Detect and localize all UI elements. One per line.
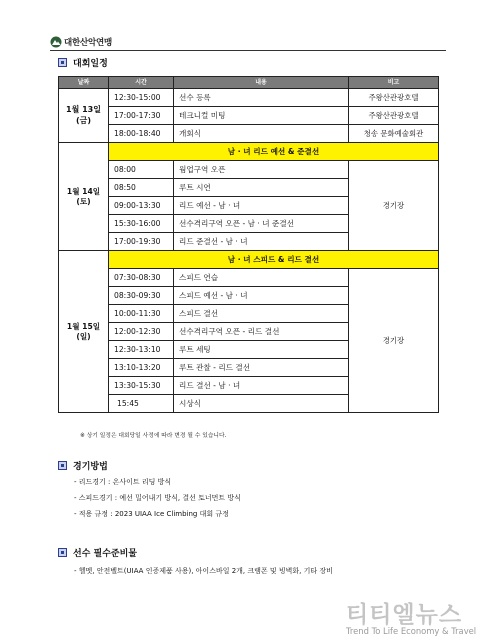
equipment-section-title: 선수 필수준비물 [73, 548, 137, 559]
section-square-icon [58, 58, 67, 67]
time-cell: 08:50 [109, 179, 174, 197]
header-divider [50, 50, 446, 51]
equipment-section-heading [58, 545, 137, 559]
content-cell: 리드 예선 - 남 · 녀 [174, 197, 349, 215]
content-cell: 루트 세팅 [174, 341, 349, 359]
weekday-day2: (토) [76, 196, 91, 206]
time-cell: 12:30-15:00 [109, 89, 174, 107]
content-cell: 웜업구역 오픈 [174, 161, 349, 179]
time-cell: 13:30-15:30 [109, 377, 174, 395]
note-cell: 주왕산관광호텔 [349, 89, 439, 107]
content-cell: 루트 관찰 - 리드 결선 [174, 359, 349, 377]
content-cell: 스피드 연습 [174, 269, 349, 287]
schedule-section-title: 대회일정 [73, 58, 108, 69]
section-square-icon [58, 548, 67, 557]
table-row [59, 125, 439, 143]
federation-logo-icon [50, 36, 62, 48]
content-cell: 리드 준결선 - 남 · 녀 [174, 233, 349, 251]
time-cell: 09:00-13:30 [109, 197, 174, 215]
content-cell: 선수격리구역 오픈 - 남 · 녀 준결선 [174, 215, 349, 233]
weekday-day3: (일) [76, 331, 91, 341]
content-cell: 루트 시연 [174, 179, 349, 197]
time-cell: 17:00-17:30 [109, 107, 174, 125]
table-row [59, 107, 439, 125]
event-banner-day3: 남 · 녀 스피드 & 리드 결선 [109, 251, 439, 269]
column-header-date: 날짜 [59, 77, 109, 89]
time-cell: 17:00-19:30 [109, 233, 174, 251]
time-cell: 15:30-16:00 [109, 215, 174, 233]
date-cell-day3 [59, 251, 109, 413]
time-cell: 12:00-12:30 [109, 323, 174, 341]
table-row [59, 251, 439, 269]
time-cell: 07:30-08:30 [109, 269, 174, 287]
content-cell: 선수격리구역 오픈 - 리드 결선 [174, 323, 349, 341]
time-cell: 08:30-09:30 [109, 287, 174, 305]
list-item: - 적용 규정 : 2023 UIAA Ice Climbing 대회 규정 [74, 510, 229, 518]
note-cell: 청송 문화예술회관 [349, 125, 439, 143]
table-header-row [59, 77, 439, 89]
time-cell: 10:00-11:30 [109, 305, 174, 323]
event-banner-day2: 남 · 녀 리드 예선 & 준결선 [109, 143, 439, 161]
document-header [50, 35, 446, 51]
watermark-title: 티티엘뉴스 [346, 602, 463, 628]
time-cell: 08:00 [109, 161, 174, 179]
time-cell: 18:00-18:40 [109, 125, 174, 143]
content-cell: 스피드 예선 - 남 · 녀 [174, 287, 349, 305]
content-cell: 시상식 [174, 395, 349, 413]
list-item: - 스피드경기 : 예선 밀어내기 방식, 결선 토너먼트 방식 [74, 494, 241, 502]
news-watermark [336, 596, 486, 640]
table-row [59, 143, 439, 161]
content-cell: 개회식 [174, 125, 349, 143]
equipment-list [74, 563, 333, 579]
content-cell: 스피드 결선 [174, 305, 349, 323]
content-cell: 테크니컬 미팅 [174, 107, 349, 125]
competition-method-list [74, 474, 241, 522]
watermark-subtitle: Trend To Life Economy & Travel [346, 626, 477, 636]
list-item: - 리드경기 : 온사이트 리딩 방식 [74, 478, 172, 486]
competition-section-title: 경기방법 [73, 461, 108, 472]
date-day3: 1월 15일 [66, 321, 101, 331]
note-cell-venue: 경기장 [349, 161, 439, 251]
column-header-note: 비고 [349, 77, 439, 89]
weekday-day1: (금) [75, 115, 92, 125]
time-cell: 15:45 [109, 395, 174, 413]
time-cell: 13:10-13:20 [109, 359, 174, 377]
date-day2: 1월 14일 [66, 186, 101, 196]
competition-section-heading [58, 458, 108, 472]
schedule-section-heading [58, 55, 108, 69]
column-header-time: 시간 [109, 77, 174, 89]
content-cell: 리드 결선 - 남 · 녀 [174, 377, 349, 395]
organization-name: 대한산악연맹 [64, 38, 113, 48]
time-cell: 12:30-13:10 [109, 341, 174, 359]
schedule-footnote: ※ 상기 일정은 대회당일 사정에 따라 변경 될 수 있습니다. [80, 433, 227, 439]
table-row [59, 269, 439, 287]
column-header-content: 내용 [174, 77, 349, 89]
schedule-table [58, 76, 439, 413]
list-item: - 헬멧, 안전벨트(UIAA 인증제품 사용), 아이스바일 2개, 크램폰 및 빙벽화, 기타 장비 [74, 567, 333, 575]
date-cell-day1 [59, 89, 109, 143]
date-cell-day2 [59, 143, 109, 251]
table-row [59, 89, 439, 107]
date-day1: 1월 13일 [66, 105, 101, 115]
section-square-icon [58, 461, 67, 470]
note-cell: 주왕산관광호텔 [349, 107, 439, 125]
table-row [59, 161, 439, 179]
note-cell-venue: 경기장 [349, 269, 439, 413]
content-cell: 선수 등록 [174, 89, 349, 107]
